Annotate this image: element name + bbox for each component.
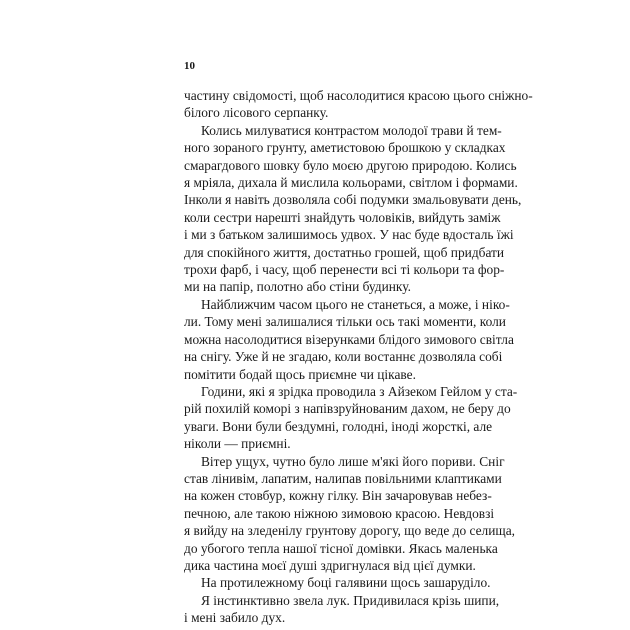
text-line: я мріяла, дихала й мислила кольорами, світлом і формами.: [184, 175, 518, 191]
text-line: і ми з батьком залишимось удвох. У нас буде вдосталь їжі: [184, 227, 514, 243]
paragraph: [184, 87, 533, 122]
text-line: Вітер ущух, чутно було лише м'які його пориви. Сніг: [201, 453, 505, 469]
text-line: На протилежному боці галявини щось зашаруділо.: [201, 575, 491, 591]
text-line: на кожен стовбур, кожну гілку. Він зачаровував небез-: [184, 488, 492, 504]
text-line: частину свідомості, щоб насолодитися красою цього сніжно-: [184, 88, 533, 103]
paragraph: [184, 383, 518, 453]
text-line: Інколи я навіть дозволяла собі подумки змальовувати день,: [184, 192, 522, 208]
paragraph: [184, 453, 515, 575]
text-line: Колись милуватися контрастом молодої трави й тем-: [201, 122, 502, 138]
text-line: ли. Тому мені залишалися тільки ось такі моменти, коли: [184, 314, 506, 330]
body-text: [184, 87, 533, 627]
text-line: печною, але такою ніжною зимовою красою. Невдовзі: [184, 505, 495, 521]
page-number: 10: [184, 60, 195, 72]
text-line: став лінивім, лапатим, налипав повільними клаптиками: [184, 470, 502, 486]
paragraph: [184, 296, 514, 383]
text-line: на снігу. Уже й не згадаю, коли востаннє дозволяла собі: [184, 349, 503, 365]
text-line: ного зораного грунту, аметистовою брошкою у складках: [184, 140, 506, 156]
text-line: Найближчим часом цього не станеться, а може, і ніко-: [201, 296, 510, 312]
text-line: дика частина моєї душі здригнулася від цієї думки.: [184, 557, 476, 573]
text-line: смарагдового шовку було моєю другою природою. Колись: [184, 157, 517, 173]
text-line: трохи фарб, і часу, щоб перенести всі ті кольори та фор-: [184, 262, 505, 278]
text-line: я вийду на зледенілу грунтову дорогу, що веде до селища,: [184, 523, 515, 539]
text-line: помітити бодай щось приємне чи цікаве.: [184, 366, 416, 382]
paragraph: [184, 122, 522, 296]
text-line: можна насолодитися візерунками блідого зимового світла: [184, 331, 514, 347]
paragraph: [184, 592, 500, 627]
text-line: білого лісового серпанку.: [184, 105, 329, 121]
text-line: уваги. Вони були бездумні, голодні, іноді жорсткі, але: [184, 418, 493, 434]
text-line: ніколи — приємні.: [184, 436, 291, 452]
text-line: Я інстинктивно звела лук. Придивилася крізь шипи,: [201, 592, 500, 608]
text-line: коли сестри нарешті знайдуть чоловіків, вийдуть заміж: [184, 209, 501, 225]
text-line: ми на папір, полотно або стіни будинку.: [184, 279, 411, 295]
text-line: рій похилій коморі з напівзруйнованим дахом, не беру до: [184, 401, 511, 417]
text-line: для спокійного життя, достатньо грошей, щоб придбати: [184, 244, 505, 260]
paragraph: [184, 574, 491, 591]
text-line: до убогого тепла нашої тісної домівки. Якась маленька: [184, 540, 498, 556]
text-line: і мені забило дух.: [184, 610, 286, 626]
text-line: Години, які я зрідка проводила з Айзеком Гейлом у ста-: [201, 383, 518, 399]
